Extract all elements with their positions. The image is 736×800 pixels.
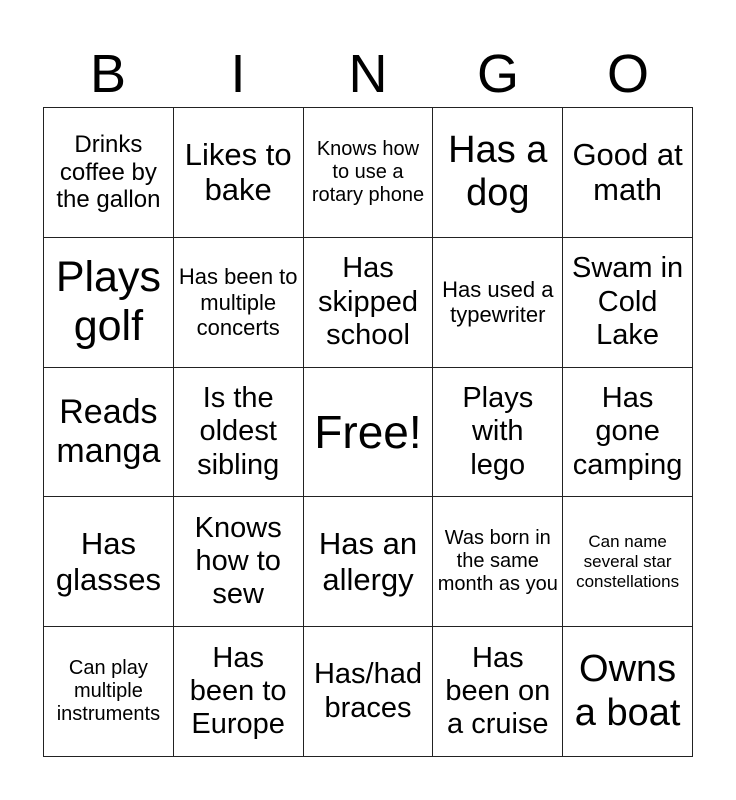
cell-text: Has skipped school (318, 252, 418, 351)
bingo-cell[interactable] (433, 497, 563, 627)
bingo-cell[interactable] (44, 627, 174, 757)
cell-text: Owns a boat (574, 647, 681, 734)
bingo-cell[interactable] (433, 627, 563, 757)
bingo-cell[interactable] (304, 238, 434, 368)
bingo-cell[interactable] (44, 368, 174, 498)
cell-text: Plays golf (55, 252, 161, 351)
cell-text: Has an allergy (318, 526, 418, 597)
bingo-cell[interactable] (304, 627, 434, 757)
cell-text: Plays with lego (462, 381, 534, 481)
bingo-cell[interactable] (174, 497, 304, 627)
bingo-cell[interactable] (433, 238, 563, 368)
cell-text: Knows how to use a rotary phone (311, 137, 425, 206)
bingo-cell[interactable] (44, 108, 174, 238)
bingo-cell[interactable] (563, 238, 693, 368)
bingo-cell[interactable] (174, 238, 304, 368)
header-letter-b: B (89, 44, 127, 104)
cell-text: Has been to multiple concerts (178, 264, 298, 340)
bingo-cell[interactable] (563, 368, 693, 498)
cell-text: Reads manga (56, 392, 161, 470)
cell-text: Has a dog (448, 128, 548, 215)
cell-text: Knows how to sew (194, 511, 282, 611)
cell-text: Has/had braces (313, 658, 422, 724)
bingo-cell[interactable] (174, 627, 304, 757)
cell-text: Has used a typewriter (442, 276, 554, 328)
cell-text: Has glasses (55, 526, 161, 597)
bingo-cell[interactable] (44, 497, 174, 627)
cell-text: Drinks coffee by the gallon (56, 131, 161, 214)
cell-text: Good at math (572, 136, 683, 208)
bingo-cell[interactable] (174, 368, 304, 498)
bingo-cell[interactable] (433, 368, 563, 498)
cell-text: Is the oldest sibling (197, 381, 280, 481)
cell-text: Can name several star constellations (576, 532, 680, 591)
bingo-board (43, 107, 693, 757)
bingo-cell[interactable] (304, 108, 434, 238)
bingo-cell[interactable] (563, 497, 693, 627)
bingo-cell[interactable] (433, 108, 563, 238)
header-letter-g: G (476, 44, 519, 104)
cell-text: Has gone camping (572, 381, 683, 481)
cell-text: Was born in the same month as you (437, 527, 558, 596)
cell-text: Likes to bake (184, 136, 292, 208)
cell-text: Can play multiple instruments (56, 657, 161, 726)
bingo-cell[interactable] (44, 238, 174, 368)
bingo-cell[interactable] (563, 108, 693, 238)
header-letter-i: I (230, 44, 246, 104)
bingo-cell[interactable] (304, 368, 434, 498)
cell-text: Has been on a cruise (445, 641, 551, 741)
bingo-cell[interactable] (174, 108, 304, 238)
cell-text: Has been to Europe (189, 641, 287, 741)
cell-text: Swam in Cold Lake (571, 252, 684, 351)
bingo-cell[interactable] (304, 497, 434, 627)
bingo-cell[interactable] (563, 627, 693, 757)
header-letter-n: N (348, 44, 388, 104)
bingo-header (43, 40, 693, 108)
header-letter-o: O (606, 44, 649, 104)
free-space: Free! (314, 405, 422, 458)
